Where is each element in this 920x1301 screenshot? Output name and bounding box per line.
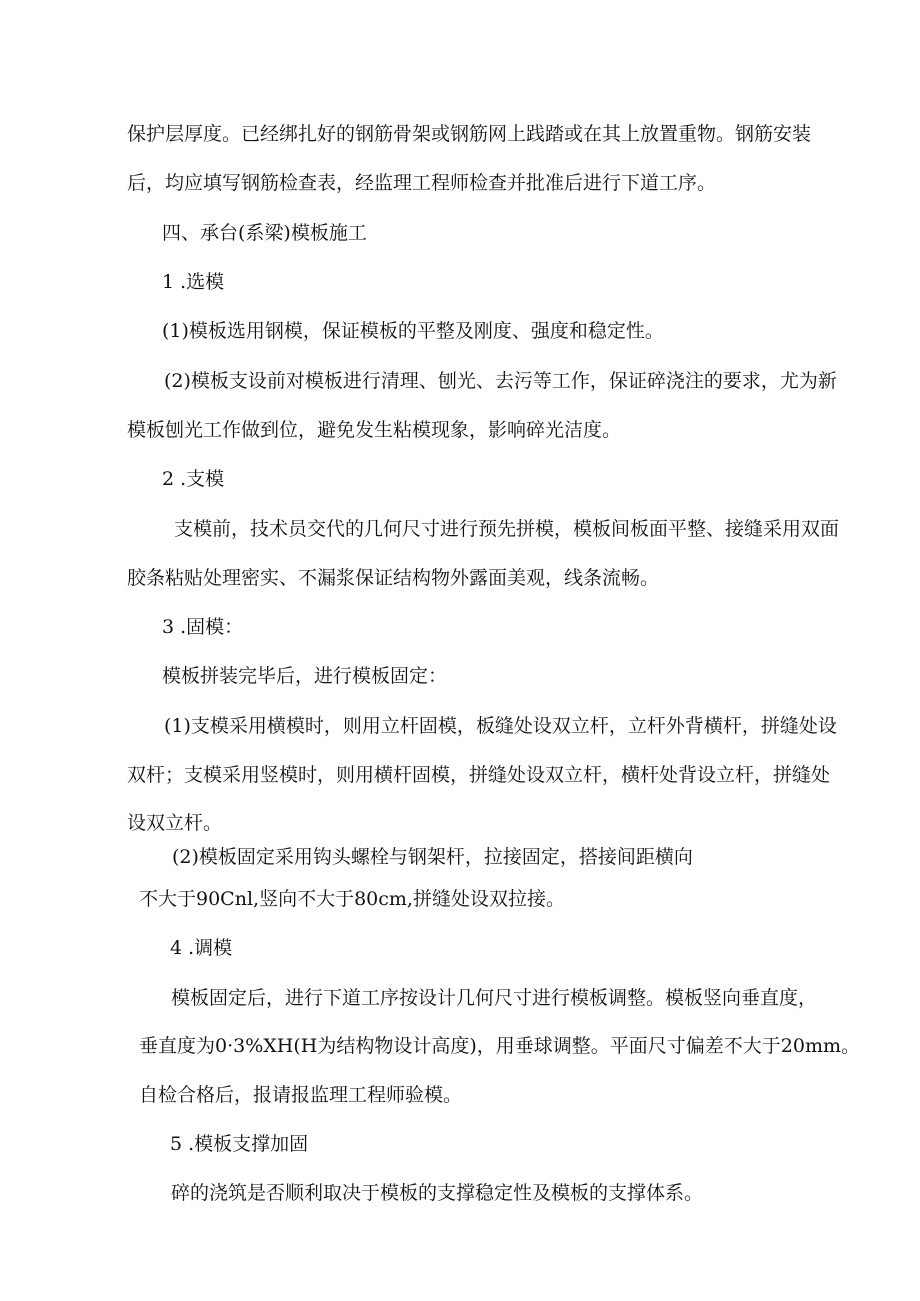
subsection-heading: 3 .固模： <box>162 616 244 638</box>
paragraph-line: 自检合格后，报请报监理工程师验模。 <box>139 1084 463 1106</box>
paragraph-line: 模板拼装完毕后，进行模板固定： <box>162 665 448 687</box>
paragraph-line: 不大于90Cnl,竖向不大于80cm,拼缝处设双拉接。 <box>139 888 565 910</box>
paragraph-line: 设双立杆。 <box>127 812 223 834</box>
subsection-heading: 5 .模板支撑加固 <box>170 1133 309 1155</box>
paragraph-line: (1)模板选用钢模，保证模板的平整及刚度、强度和稳定性。 <box>162 320 664 342</box>
paragraph-line: (2)模板支设前对模板进行清理、刨光、去污等工作，保证碎浇注的要求，尤为新 <box>164 370 837 392</box>
paragraph-line: 胶条粘贴处理密实、不漏浆保证结构物外露面美观，线条流畅。 <box>127 567 660 589</box>
paragraph-line: 模板刨光工作做到位，避免发生粘模现象，影响碎光洁度。 <box>127 419 622 441</box>
paragraph-line: 碎的浇筑是否顺利取决于模板的支撑稳定性及模板的支撑体系。 <box>171 1182 704 1204</box>
subsection-heading: 1 .选模 <box>162 271 225 293</box>
paragraph-line: 双杆；支模采用竖模时，则用横杆固模，拼缝处设双立杆，横杆处背设立杆，拼缝处 <box>127 764 831 786</box>
paragraph-line: (2)模板固定采用钩头螺栓与钢架杆，拉接固定，搭接间距横向 <box>172 846 693 868</box>
section-heading: 四、承台(系梁)模板施工 <box>162 222 367 244</box>
paragraph-line: 垂直度为0·3%XH(H为结构物设计高度)，用垂球调整。平面尺寸偏差不大于20mm。 <box>139 1035 860 1057</box>
paragraph-line: 后，均应填写钢筋检查表，经监理工程师检查并批准后进行下道工序。 <box>127 172 717 194</box>
subsection-heading: 4 .调模 <box>170 937 233 959</box>
paragraph-line: (1)支模采用横模时，则用立杆固模，板缝处设双立杆，立杆外背横杆，拼缝处设 <box>164 715 837 737</box>
paragraph-line: 支模前，技术员交代的几何尺寸进行预先拼模，模板间板面平整、接缝采用双面 <box>174 518 840 540</box>
paragraph-line: 模板固定后，进行下道工序按设计几何尺寸进行模板调整。模板竖向垂直度， <box>171 987 818 1009</box>
subsection-heading: 2 .支模 <box>162 468 225 490</box>
paragraph-line: 保护层厚度。已经绑扎好的钢筋骨架或钢筋网上践踏或在其上放置重物。钢筋安装 <box>127 123 812 145</box>
